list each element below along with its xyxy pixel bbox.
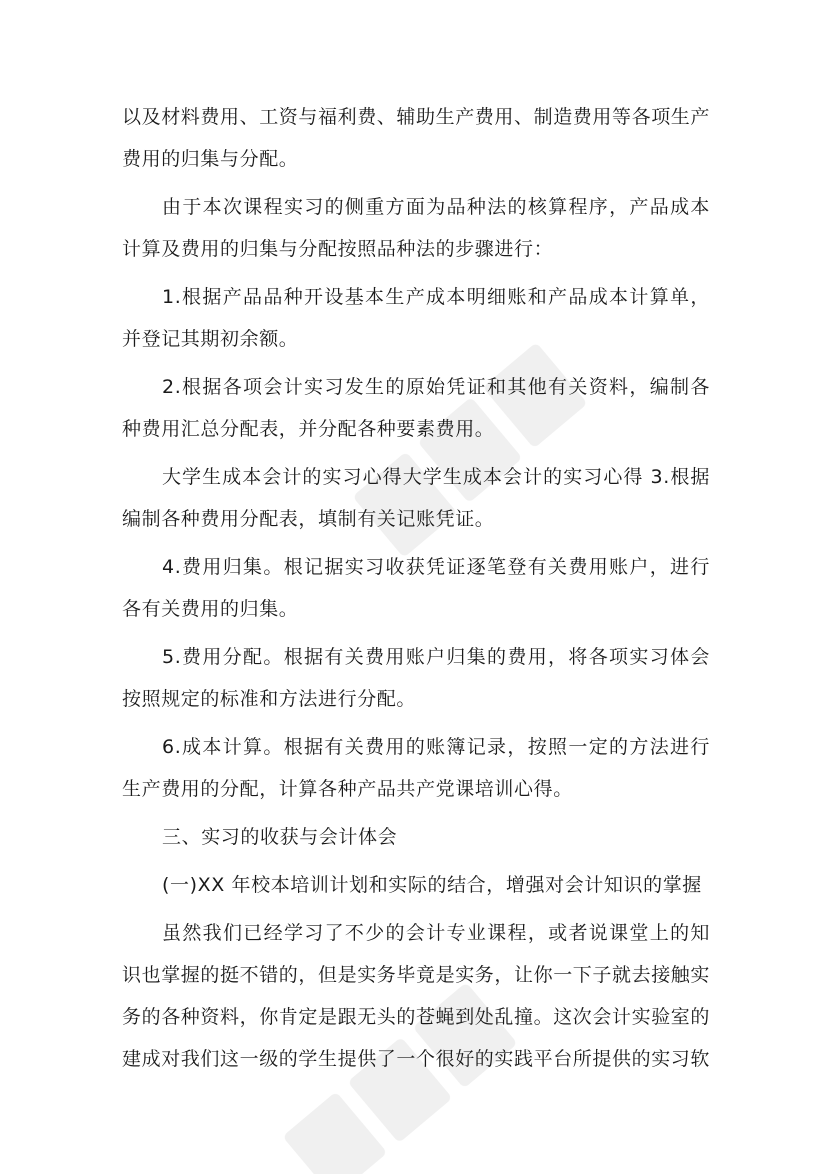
paragraph-step-1: 1.根据产品品种开设基本生产成本明细账和产品成本计算单，并登记其期初余额。 — [122, 286, 710, 350]
paragraph-step-2: 2.根据各项会计实习发生的原始凭证和其他有关资料，编制各种费用汇总分配表，并分配各种要素费用。 — [122, 376, 710, 440]
subsection-heading-1: (一)XX 年校本培训计划和实际的结合，增强对会计知识的掌握 — [162, 874, 702, 896]
paragraph-variety-method: 由于本次课程实习的侧重方面为品种法的核算程序，产品成本计算及费用的归集与分配按照品种法的步骤进行： — [122, 196, 710, 260]
paragraph-step-5: 5.费用分配。根据有关费用账户归集的费用，将各项实习体会按照规定的标准和方法进行分配。 — [122, 646, 710, 710]
document-body — [122, 96, 710, 1080]
paragraph-expense-allocation: 以及材料费用、工资与福利费、辅助生产费用、制造费用等各项生产费用的归集与分配。 — [122, 106, 710, 170]
paragraph-step-6: 6.成本计算。根据有关费用的账簿记录，按照一定的方法进行生产费用的分配，计算各种产品共产党课培训心得。 — [122, 736, 710, 800]
paragraph-step-3: 大学生成本会计的实习心得大学生成本会计的实习心得 3.根据编制各种费用分配表，填制有关记账凭证。 — [122, 466, 710, 530]
paragraph-practice-reflection: 虽然我们已经学习了不少的会计专业课程，或者说课堂上的知识也掌握的挺不错的，但是实务毕竟是实务，让你一下子就去接触实务的各种资料，你肯定是跟无头的苍蝇到处乱撞。这次会计实验室的建成对我们这一级的学生提供了一个很好的实践平台所提供的实习软 — [122, 922, 710, 1070]
paragraph-step-4: 4.费用归集。根记据实习收获凭证逐笔登有关费用账户，进行各有关费用的归集。 — [122, 556, 710, 620]
section-heading-gains: 三、实习的收获与会计体会 — [162, 826, 398, 848]
